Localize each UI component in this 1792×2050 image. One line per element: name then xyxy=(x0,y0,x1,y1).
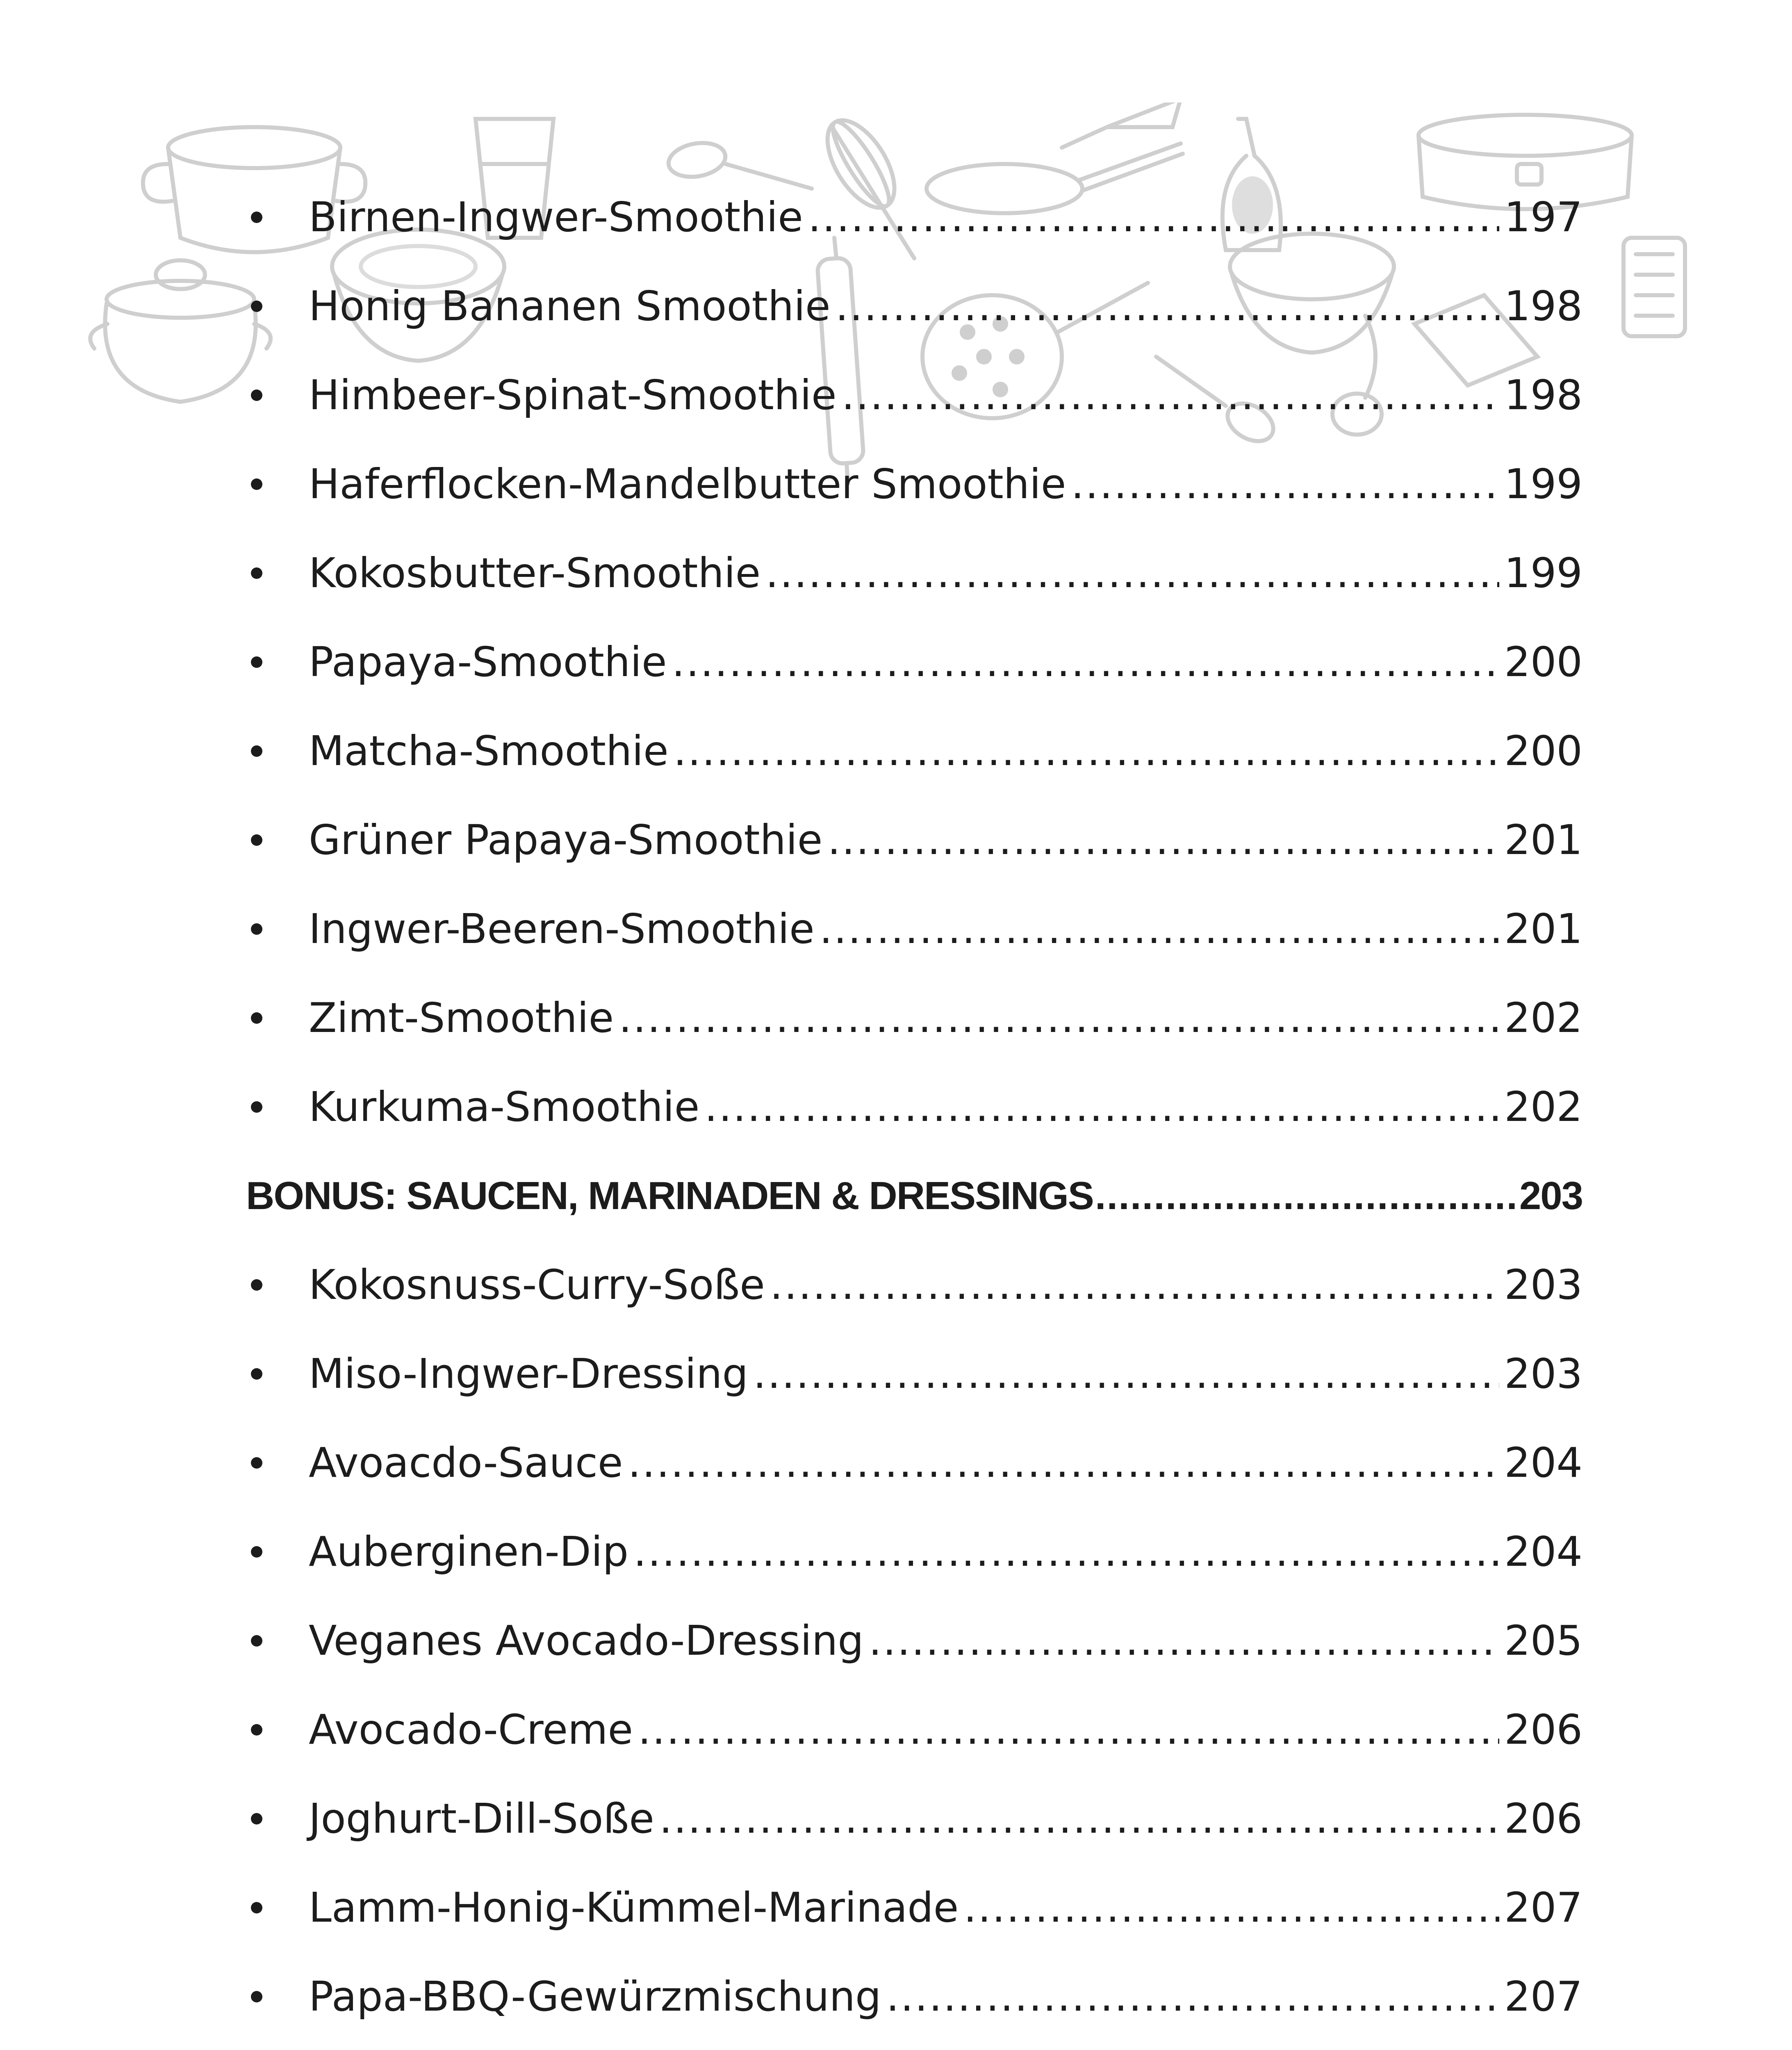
toc-entry-content xyxy=(309,993,1583,1042)
bullet-icon xyxy=(251,301,262,312)
bullet-icon xyxy=(251,1279,262,1291)
dot-leader xyxy=(672,642,1500,683)
dot-leader xyxy=(765,553,1499,594)
toc-entry-title: Birnen-Ingwer-Smoothie xyxy=(309,193,803,241)
toc-entry-title: Avocado-Creme xyxy=(309,1705,633,1754)
toc-entry-content xyxy=(309,1883,1583,1932)
toc-entry-content xyxy=(309,1972,1583,2020)
dot-leader xyxy=(1071,464,1499,505)
toc-entry[interactable] xyxy=(246,706,1583,795)
dot-leader xyxy=(820,909,1500,950)
bullet-icon xyxy=(251,834,262,846)
toc-entry-content xyxy=(309,904,1583,953)
dot-leader xyxy=(704,1086,1499,1128)
toc-page-number: 200 xyxy=(1504,638,1583,686)
toc-entry-content xyxy=(309,282,1583,330)
bullet-icon xyxy=(251,212,262,223)
toc-entry-title: Honig Bananen Smoothie xyxy=(309,282,831,330)
toc-entry[interactable] xyxy=(246,1596,1583,1685)
dot-leader xyxy=(808,197,1499,238)
toc-entry-title: Joghurt-Dill-Soße xyxy=(309,1794,654,1843)
toc-entry-title: Kokosnuss-Curry-Soße xyxy=(309,1260,765,1309)
toc-entry-content xyxy=(309,1438,1583,1487)
toc-page-number: 206 xyxy=(1504,1705,1583,1754)
toc-page-number: 201 xyxy=(1504,904,1583,953)
toc-page-number: 203 xyxy=(1504,1260,1583,1309)
toc-entry-title: Haferflocken-Mandelbutter Smoothie xyxy=(309,460,1066,508)
bullet-icon xyxy=(251,1457,262,1469)
dot-leader xyxy=(963,1887,1499,1928)
toc-section-heading[interactable] xyxy=(246,1151,1583,1240)
toc-entry[interactable] xyxy=(246,351,1583,440)
toc-entry-content xyxy=(309,193,1583,241)
toc-entry[interactable] xyxy=(246,884,1583,973)
bullet-icon xyxy=(251,1635,262,1647)
dot-leader xyxy=(659,1798,1499,1839)
toc-page-number: 203 xyxy=(1504,1349,1583,1398)
toc-entry[interactable] xyxy=(246,1507,1583,1596)
toc-entry-content xyxy=(309,638,1583,686)
dot-leader xyxy=(1095,1176,1518,1216)
dot-leader xyxy=(842,375,1500,416)
toc-entry[interactable] xyxy=(246,1685,1583,1774)
bullet-icon xyxy=(251,923,262,935)
toc-entry-content xyxy=(309,1794,1583,1843)
toc-page-number: 198 xyxy=(1504,282,1583,330)
dot-leader xyxy=(674,731,1499,772)
toc-entry-title: Veganes Avocado-Dressing xyxy=(309,1616,864,1665)
toc-page-number: 202 xyxy=(1504,993,1583,1042)
dot-leader xyxy=(827,820,1499,861)
toc-entry-title: Papa-BBQ-Gewürzmischung xyxy=(309,1972,881,2020)
bullet-icon xyxy=(251,478,262,490)
table-of-contents xyxy=(246,173,1583,2050)
toc-entry[interactable] xyxy=(246,617,1583,706)
toc-entry-content xyxy=(309,727,1583,775)
toc-entry-title: Himbeer-Spinat-Smoothie xyxy=(309,371,837,419)
toc-entry[interactable] xyxy=(246,173,1583,262)
toc-entry-title: Avoacdo-Sauce xyxy=(309,1438,623,1487)
toc-entry-content xyxy=(309,460,1583,508)
toc-entry[interactable] xyxy=(246,1240,1583,1329)
toc-page-number: 207 xyxy=(1504,1883,1583,1932)
bullet-icon xyxy=(251,567,262,579)
toc-page-number: 201 xyxy=(1504,815,1583,864)
toc-page-number: 199 xyxy=(1504,460,1583,508)
toc-entry-content xyxy=(309,1527,1583,1576)
toc-page-number: 205 xyxy=(1504,1616,1583,1665)
bullet-icon xyxy=(251,1101,262,1113)
bullet-icon xyxy=(251,745,262,757)
toc-entry-title: Miso-Ingwer-Dressing xyxy=(309,1349,749,1398)
toc-entry[interactable] xyxy=(246,262,1583,351)
toc-entry-title: Ingwer-Beeren-Smoothie xyxy=(309,904,815,953)
toc-entry[interactable] xyxy=(246,1329,1583,1418)
toc-entry-title: Kokosbutter-Smoothie xyxy=(309,549,761,597)
dot-leader xyxy=(753,1353,1499,1394)
bullet-icon xyxy=(251,656,262,668)
toc-entry-title: Zimt-Smoothie xyxy=(309,993,614,1042)
toc-entry-content xyxy=(309,549,1583,597)
toc-page-number: 203 xyxy=(1519,1173,1583,1218)
dot-leader xyxy=(619,998,1499,1039)
bullet-icon xyxy=(251,1546,262,1558)
toc-page-number: 206 xyxy=(1504,1794,1583,1843)
toc-entry-title: Kurkuma-Smoothie xyxy=(309,1082,700,1131)
toc-entry-title: Papaya-Smoothie xyxy=(309,638,667,686)
dot-leader xyxy=(869,1620,1499,1661)
toc-entry-title: Grüner Papaya-Smoothie xyxy=(309,815,823,864)
toc-entry[interactable] xyxy=(246,1062,1583,1151)
toc-entry-content xyxy=(309,1616,1583,1665)
bullet-icon xyxy=(251,390,262,401)
grater-icon xyxy=(1624,238,1685,336)
toc-entry[interactable] xyxy=(246,1863,1583,1952)
toc-page-number: 199 xyxy=(1504,549,1583,597)
toc-page-number: 204 xyxy=(1504,1438,1583,1487)
toc-page-number: 197 xyxy=(1504,193,1583,241)
toc-page-number: 202 xyxy=(1504,1082,1583,1131)
toc-entry-content xyxy=(246,1173,1583,1218)
toc-entry[interactable] xyxy=(246,973,1583,1062)
dot-leader xyxy=(886,1976,1499,2017)
dot-leader xyxy=(628,1442,1499,1483)
toc-entry[interactable] xyxy=(246,1952,1583,2041)
toc-entry-content xyxy=(309,1082,1583,1131)
toc-entry[interactable] xyxy=(246,795,1583,884)
bullet-icon xyxy=(251,1813,262,1824)
toc-entry-content xyxy=(309,371,1583,419)
toc-entry-content xyxy=(309,1349,1583,1398)
dot-leader xyxy=(836,286,1500,327)
toc-page-number: 204 xyxy=(1504,1527,1583,1576)
toc-page-number: 198 xyxy=(1504,371,1583,419)
toc-entry[interactable] xyxy=(246,1774,1583,1863)
bullet-icon xyxy=(251,1902,262,1913)
toc-entry[interactable] xyxy=(246,1418,1583,1507)
toc-page-number: 207 xyxy=(1504,1972,1583,2020)
toc-entry[interactable] xyxy=(246,528,1583,617)
covered-pot-icon xyxy=(90,260,271,402)
toc-entry[interactable] xyxy=(246,440,1583,528)
bullet-icon xyxy=(251,1991,262,2002)
dot-leader xyxy=(633,1531,1499,1572)
toc-entry-content xyxy=(309,815,1583,864)
toc-page-number: 200 xyxy=(1504,727,1583,775)
knife-icon xyxy=(1062,102,1181,148)
bullet-icon xyxy=(251,1012,262,1024)
toc-entry[interactable] xyxy=(246,2041,1583,2050)
toc-entry-content xyxy=(309,1705,1583,1754)
toc-entry-title: Matcha-Smoothie xyxy=(309,727,669,775)
toc-entry-title: Lamm-Honig-Kümmel-Marinade xyxy=(309,1883,959,1932)
toc-entry-title: Auberginen-Dip xyxy=(309,1527,629,1576)
bullet-icon xyxy=(251,1368,262,1380)
dot-leader xyxy=(638,1709,1499,1750)
bullet-icon xyxy=(251,1724,262,1736)
dot-leader xyxy=(770,1264,1499,1305)
toc-entry-title: BONUS: SAUCEN, MARINADEN & DRESSINGS xyxy=(246,1173,1093,1218)
toc-entry-content xyxy=(309,1260,1583,1309)
